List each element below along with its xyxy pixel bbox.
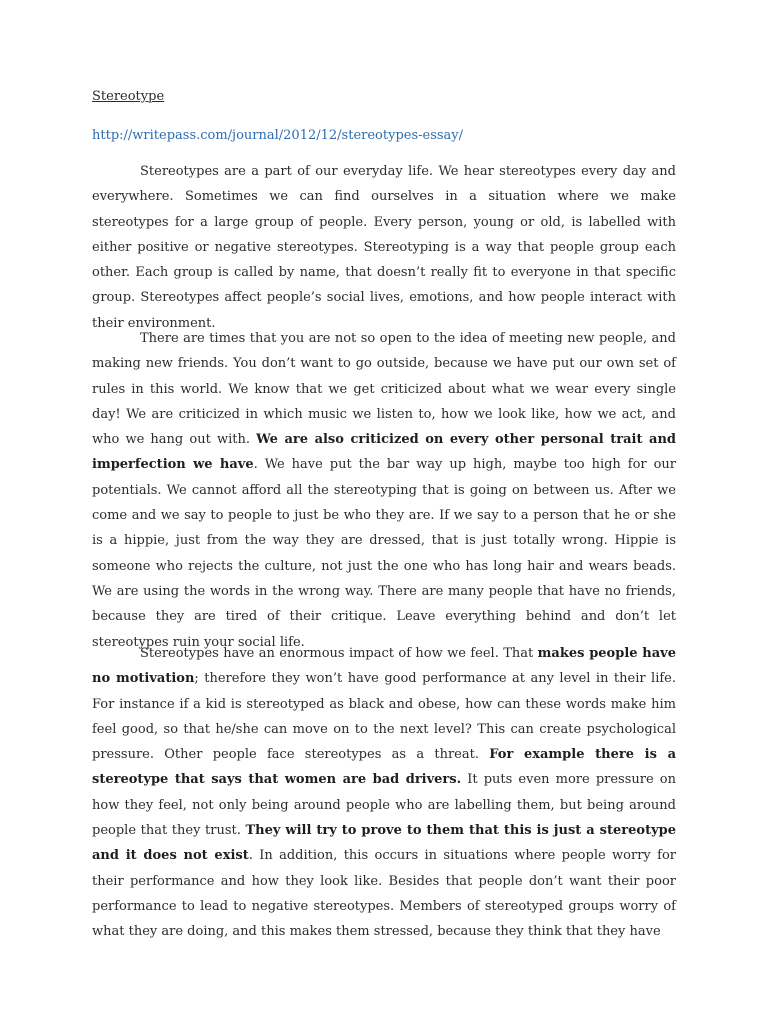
bold-text-run: makes people have no motivation	[92, 646, 677, 687]
paragraph-2	[92, 326, 676, 655]
text-run: ; therefore they won’t have good performance at any level in their life. For instance if a kid is stereotyped as black and obese, how can these words make him feel good, so that he/she can move on to the next level? This can create psychological pressure. Other people face stereotypes as a threat.	[92, 671, 676, 763]
text-run: It puts even more pressure on how they feel, not only being around people who are labelling them, but being around people that they trust.	[92, 772, 676, 839]
text-run: . We have put the bar way up high, maybe too high for our potentials. We cannot afford all the stereotyping that is going on between us. After we come and we say to people to just be who they are. If we say to a person that he or she is a hippie, just from the way they are dressed, that is just totally wrong. Hippie is someone who rejects the culture, not just the one who has long hair and wears beads. We are using the words in the wrong way. There are many people that have no friends, because they are tired of their critique. Leave everything behind and don’t let stereotypes ruin your social life.	[92, 457, 676, 650]
document-title: Stereotype	[92, 89, 165, 104]
text-run: . In addition, this occurs in situations where people worry for their performance and how they look like. Besides that people don’t want their poor performance to lead to negative stereotypes. Members of stereotyped groups worry of what they are doing, and this makes them stressed, because they think that they have	[92, 848, 676, 940]
bold-text-run: They will try to prove to them that this is just a stereotype and it does not exist	[92, 823, 676, 864]
text-run: Stereotypes are a part of our everyday life. We hear stereotypes every day and everywhere. Sometimes we can find ourselves in a situation where we make stereotypes for a large group of people. Every person, young or old, is labelled with either positive or negative stereotypes. Stereotyping is a way that people group each other. Each group is called by name, that doesn’t really fit to everyone in that specific group. Stereotypes affect people’s social lives, emotions, and how people interact with their environment.	[92, 164, 676, 331]
paragraph-3	[92, 641, 676, 945]
bold-text-run: We are also criticized on every other personal trait and imperfection we have	[92, 432, 677, 473]
paragraph-1	[92, 159, 676, 336]
text-run: There are times that you are not so open to the idea of meeting new people, and making new friends. You don’t want to go outside, because we have put our own set of rules in this world. We know that we get criticized about what we wear every single day! We are criticized in which music we listen to, how we look like, how we act, and who we hang out with.	[92, 331, 676, 448]
bold-text-run: For example there is a stereotype that says that women are bad drivers.	[92, 747, 677, 788]
text-run: Stereotypes have an enormous impact of how we feel. That	[140, 646, 538, 661]
source-link[interactable]: http://writepass.com/journal/2012/12/stereotypes-essay/	[92, 128, 464, 143]
